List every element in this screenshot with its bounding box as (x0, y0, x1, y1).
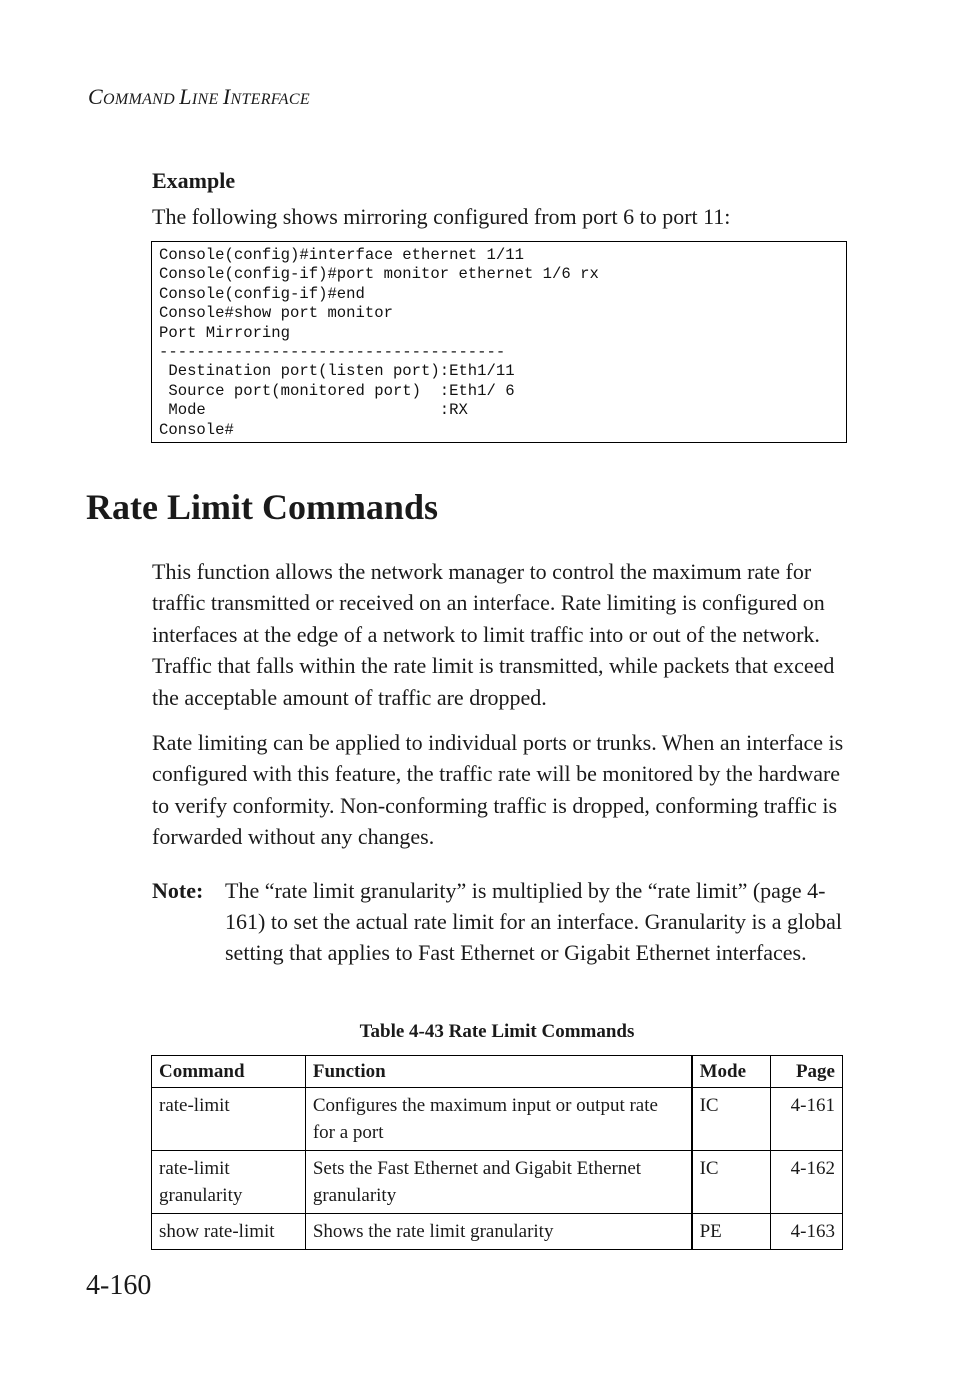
table-row (152, 1214, 843, 1250)
header-mode: Mode (692, 1056, 771, 1088)
running-header (88, 84, 310, 110)
code-line: ------------------------------------- (159, 343, 506, 362)
table-caption: Table 4-43 Rate Limit Commands (359, 1021, 635, 1042)
cell-function: Sets the Fast Ethernet and Gigabit Ethernet granularity (305, 1151, 691, 1214)
running-header-part: C (88, 84, 103, 109)
section-title: Rate Limit Commands (86, 487, 438, 527)
paragraph-1: This function allows the network manager to control the maximum rate for traffic transmitted or received on an interface. Rate limiting is configured on interfaces at the edge of a network to limit traffic into or out of the network. Traffic that falls within the rate limit is transmitted, while packets that exceed the acceptable amount of traffic are dropped. (152, 559, 835, 710)
cell-function: Shows the rate limit granularity (305, 1214, 691, 1250)
cell-function: Configures the maximum input or output rate for a port (305, 1088, 691, 1151)
paragraph-2: Rate limiting can be applied to individual ports or trunks. When an interface is configured with this feature, the traffic rate will be monitored by the hardware to verify conformity. Non-conforming traffic is dropped, conforming traffic is forwarded without any changes. (152, 730, 844, 850)
code-line: Console(config)#interface ethernet 1/11 (159, 246, 524, 264)
cell-mode: IC (692, 1088, 771, 1151)
cell-mode: PE (692, 1214, 771, 1250)
note-text: The “rate limit granularity” is multiplied by the “rate limit” (page 4-161) to set the actual rate limit for an interface. Granularity is a global setting that applies to Fast Ethernet or Gigabit Ethernet interfaces. (225, 878, 842, 966)
note-label: Note: (152, 878, 204, 903)
table-row (152, 1088, 843, 1151)
running-header-part: L (179, 84, 192, 109)
running-header-part: NTERFACE (230, 91, 310, 108)
page-number: 4-160 (86, 1270, 152, 1301)
code-line: Mode :RX (159, 401, 468, 420)
code-line: Console#show port monitor (159, 304, 393, 323)
code-line: Console# (159, 420, 234, 439)
cell-page: 4-161 (771, 1088, 843, 1151)
running-header-part: OMMAND (102, 91, 180, 108)
code-line: Port Mirroring (159, 323, 291, 342)
code-line: Destination port(listen port):Eth1/11 (159, 362, 515, 381)
cell-page: 4-163 (771, 1214, 843, 1250)
header-page: Page (771, 1056, 843, 1088)
cell-page: 4-162 (771, 1151, 843, 1214)
header-command: Command (152, 1056, 306, 1088)
code-example (151, 241, 847, 443)
example-heading: Example (152, 168, 236, 193)
cell-mode: IC (692, 1151, 771, 1214)
code-line: Source port(monitored port) :Eth1/ 6 (159, 381, 515, 400)
rate-limit-commands-table (151, 1055, 843, 1250)
code-line: Console(config-if)#port monitor ethernet 1/6 rx (159, 265, 599, 284)
example-intro: The following shows mirroring configured from port 6 to port 11: (152, 204, 731, 229)
cell-command: rate-limit (152, 1088, 306, 1151)
cell-command: rate-limit granularity (152, 1151, 306, 1214)
table-header-row (152, 1056, 843, 1088)
table-row (152, 1151, 843, 1214)
running-header-part: I (222, 84, 231, 109)
running-header-part: INE (191, 91, 223, 108)
cell-command: show rate-limit (152, 1214, 306, 1250)
code-line: Console(config-if)#end (159, 284, 365, 303)
header-function: Function (305, 1056, 691, 1088)
